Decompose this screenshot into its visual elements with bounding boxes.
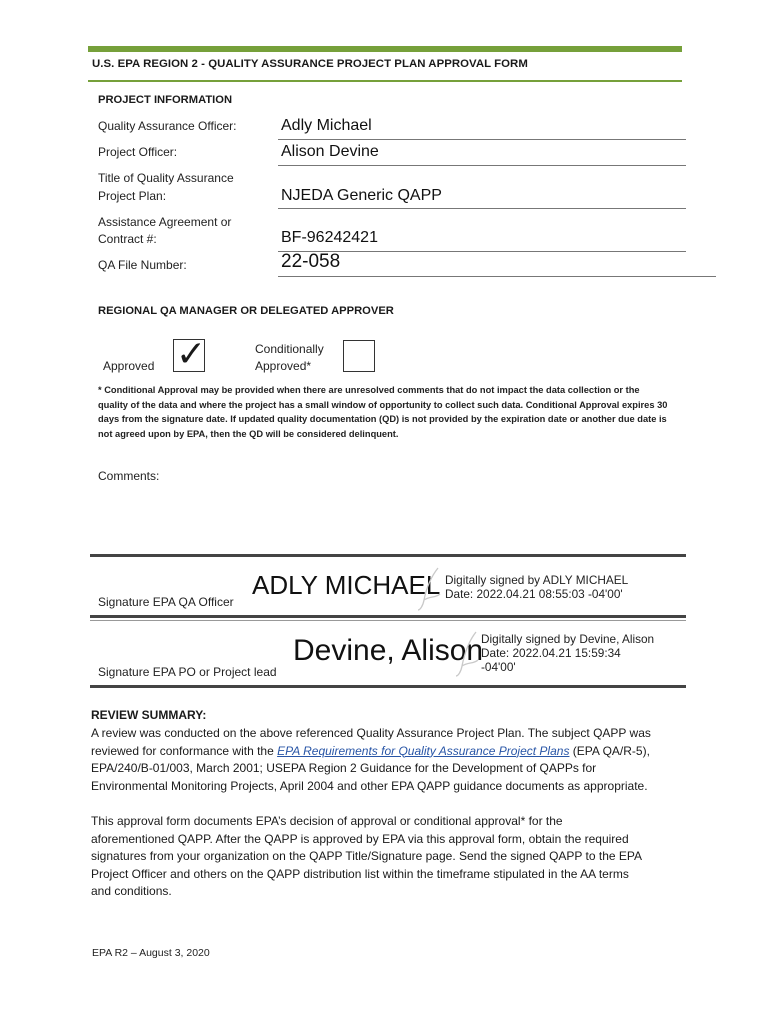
- signed-date-text: Date: 2022.04.21 08:55:03 -04'00': [445, 587, 623, 601]
- qapp-title-field[interactable]: NJEDA Generic QAPP: [281, 187, 442, 204]
- signed-tz-text: -04'00': [481, 660, 516, 674]
- po-signature-label: Signature EPA PO or Project lead: [98, 665, 277, 679]
- review-summary-heading: REVIEW SUMMARY:: [91, 708, 207, 722]
- epa-requirements-link[interactable]: EPA Requirements for Quality Assurance Project Plans: [277, 743, 570, 758]
- comments-label: Comments:: [98, 469, 160, 483]
- conditional-label-line2: Approved*: [255, 359, 312, 373]
- review-line: Project Officer and others on the QAPP distribution list within the timeframe stipulated in the AA terms: [91, 866, 629, 881]
- review-line: EPA/240/B-01/003, March 2001; USEPA Region 2 Guidance for the Development of QAPPs for: [91, 761, 597, 776]
- qa-officer-signature-label: Signature EPA QA Officer: [98, 595, 234, 609]
- qapp-title-label-line1: Title of Quality Assurance: [98, 171, 234, 185]
- signature-flourish-icon: [454, 630, 484, 678]
- conditional-label-line1: Conditionally: [255, 342, 324, 356]
- signed-by-text: Digitally signed by Devine, Alison: [481, 632, 655, 646]
- qa-file-label: QA File Number:: [98, 258, 187, 272]
- qa-officer-underline: [278, 139, 686, 140]
- project-officer-underline: [278, 165, 686, 166]
- qa-officer-signature-name: ADLY MICHAEL: [252, 570, 441, 600]
- review-line: and conditions.: [91, 884, 172, 899]
- form-title: U.S. EPA REGION 2 - QUALITY ASSURANCE PROJECT PLAN APPROVAL FORM: [92, 58, 528, 70]
- header-divider: [88, 80, 682, 82]
- signature-middle-rule: [90, 615, 686, 618]
- qa-officer-signature-meta: [445, 573, 628, 601]
- po-signature-meta: [481, 632, 654, 674]
- review-line: aforementioned QAPP. After the QAPP is approved by EPA via this approval form, obtain the required: [91, 831, 629, 846]
- signed-by-text: Digitally signed by ADLY MICHAEL: [445, 573, 629, 587]
- review-line-text: reviewed for conformance with the: [91, 743, 278, 758]
- review-line-text: (EPA QA/R-5),: [569, 743, 650, 758]
- signature-top-rule: [90, 554, 686, 557]
- approver-heading: REGIONAL QA MANAGER OR DELEGATED APPROVER: [98, 305, 394, 317]
- project-officer-field[interactable]: Alison Devine: [281, 143, 379, 160]
- qa-officer-label: Quality Assurance Officer:: [98, 119, 237, 133]
- qapp-title-underline: [278, 208, 686, 209]
- page-footer: EPA R2 – August 3, 2020: [92, 947, 210, 959]
- signature-flourish-icon: [416, 566, 446, 612]
- signature-bottom-rule: [90, 685, 686, 688]
- po-signature-name: Devine, Alison: [293, 634, 484, 667]
- signed-date-text: Date: 2022.04.21 15:59:34: [481, 646, 621, 660]
- qa-file-underline: [278, 276, 716, 277]
- project-officer-label: Project Officer:: [98, 145, 178, 159]
- conditional-note: [98, 383, 667, 441]
- agreement-label-line2: Contract #:: [98, 232, 157, 246]
- check-mark-icon: ✓: [176, 334, 207, 375]
- review-paragraph-1: [91, 725, 651, 795]
- agreement-label-line1: Assistance Agreement or: [98, 215, 232, 229]
- note-line: not agreed upon by EPA, then the QD will be considered delinquent.: [98, 428, 399, 439]
- comments-area[interactable]: [92, 488, 686, 552]
- approved-label: Approved: [103, 359, 155, 373]
- signature-middle-rule-thin: [90, 620, 686, 621]
- approved-checkbox[interactable]: [173, 334, 207, 375]
- conditional-checkbox[interactable]: [343, 340, 375, 372]
- note-line: days from the signature date. If updated quality documentation (QD) is not provided by the expiration date or another due date is: [98, 414, 667, 425]
- review-line: A review was conducted on the above referenced Quality Assurance Project Plan. The subject QAPP was: [91, 726, 651, 740]
- review-paragraph-2: [91, 813, 642, 901]
- qa-file-field[interactable]: 22-058: [281, 251, 341, 272]
- note-line: quality of the data and where the project has a small window of opportunity to collect such data. Conditional Approval expires 30: [98, 399, 668, 410]
- header-green-bar: [88, 46, 682, 52]
- qa-officer-field[interactable]: Adly Michael: [281, 117, 372, 134]
- review-line: [91, 743, 651, 761]
- review-line: This approval form documents EPA’s decision of approval or conditional approval* for the: [91, 814, 563, 828]
- review-line: signatures from your organization on the QAPP Title/Signature page. Send the signed QAPP to the EPA: [91, 849, 643, 864]
- agreement-field[interactable]: BF-96242421: [281, 229, 378, 246]
- qapp-title-label-line2: Project Plan:: [98, 189, 167, 203]
- project-info-heading: PROJECT INFORMATION: [98, 94, 233, 106]
- note-line: * Conditional Approval may be provided when there are unresolved comments that do not impact the data collection or the: [98, 385, 640, 395]
- review-line: Environmental Monitoring Projects, April 2004 and other EPA QAPP guidance documents as appropriate.: [91, 778, 648, 793]
